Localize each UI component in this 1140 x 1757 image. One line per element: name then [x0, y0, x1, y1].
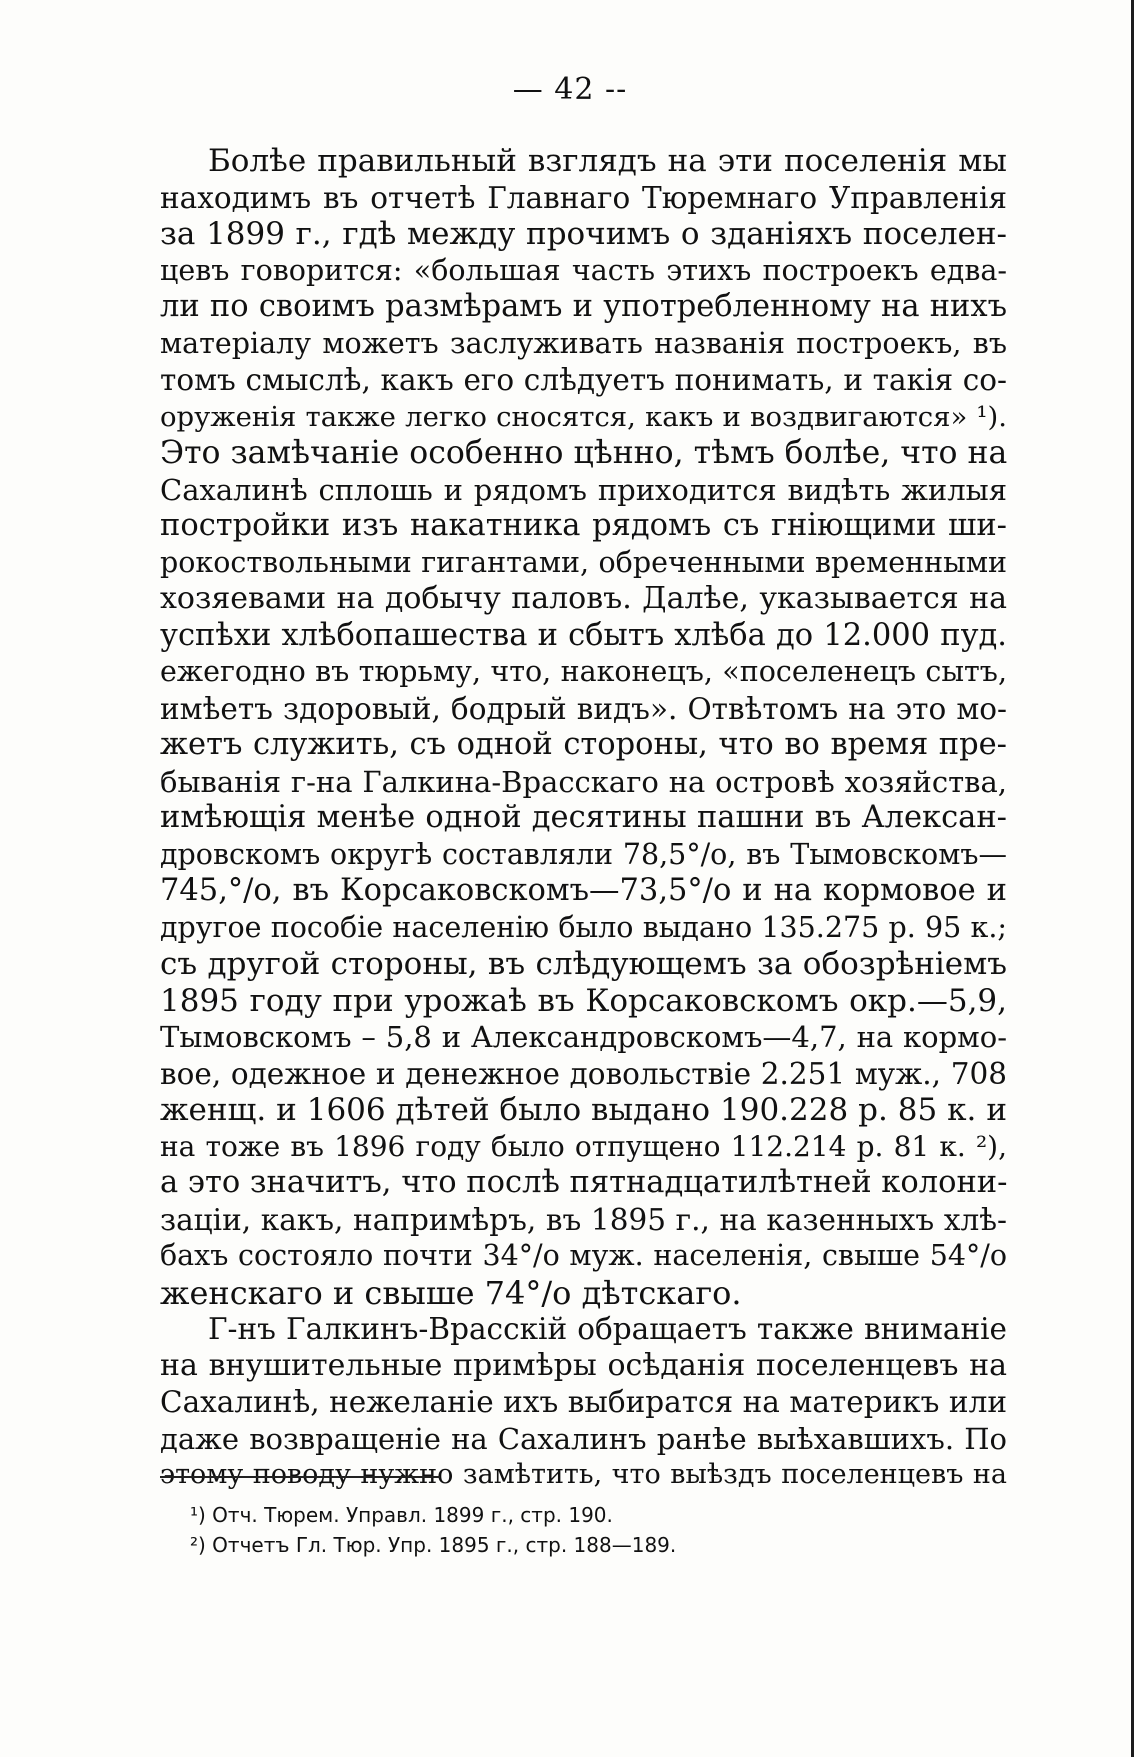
- text-line: находимъ въ отчетѣ Главнаго Тюремнаго Управленія: [160, 180, 1007, 215]
- text-line: даже возвращеніе на Сахалинъ ранѣе выѣхавшихъ. По: [160, 1421, 1007, 1456]
- footnote-divider: [160, 1476, 440, 1478]
- text-line: Это замѣчаніе особенно цѣнно, тѣмъ болѣе, что на: [160, 435, 1007, 471]
- text-line: матеріалу можетъ заслуживать названія построекъ, въ: [160, 326, 1007, 360]
- text-line: за 1899 г., гдѣ между прочимъ о зданіяхъ поселен-: [160, 216, 1007, 252]
- text-line: имѣющія менѣе одной десятины пашни въ Алексан-: [160, 800, 1007, 835]
- text-line: томъ смыслѣ, какъ его слѣдуетъ понимать, и такія со-: [160, 363, 1007, 397]
- text-line: вое, одежное и денежное довольствіе 2.251 муж., 708: [160, 1056, 1007, 1091]
- footnote: ¹) Отч. Тюрем. Управл. 1899 г., стр. 190.: [190, 1503, 613, 1527]
- text-line: заціи, какъ, напримѣръ, въ 1895 г., на казенныхъ хлѣ-: [160, 1202, 1007, 1237]
- text-line: оруженія также легко сносятся, какъ и воздвигаются» ¹).: [160, 400, 1007, 433]
- text-line: 1895 году при урожаѣ въ Корсаковскомъ окр.—5,9,: [160, 982, 1007, 1019]
- text-line: быванія г-на Галкина-Врасскаго на островѣ хозяйства,: [160, 764, 1007, 799]
- text-line: ежегодно въ тюрьму, что, наконецъ, «поселенецъ сытъ,: [160, 655, 1007, 688]
- text-line: женскаго и свыше 74°/о дѣтскаго.: [160, 1274, 742, 1311]
- text-line: женщ. и 1606 дѣтей было выдано 190.228 р. 85 к. и: [160, 1092, 1007, 1128]
- text-line: бахъ состояло почти 34°/о муж. населенія, свыше 54°/о: [160, 1239, 1007, 1272]
- text-line: другое пособіе населенію было выдано 135.275 р. 95 к.;: [160, 910, 1007, 944]
- text-line: Сахалинѣ сплошь и рядомъ приходится видѣть жилыя: [160, 472, 1007, 507]
- text-line: постройки изъ накатника рядомъ съ гніющими ши-: [160, 508, 1007, 543]
- page-number: — 42 --: [512, 72, 628, 107]
- text-line: 745,°/о, въ Корсаковскомъ—73,5°/о и на кормовое и: [160, 873, 1007, 908]
- footnotes: [190, 1500, 990, 1560]
- text-line: а это значитъ, что послѣ пятнадцатилѣтней колони-: [160, 1165, 1007, 1200]
- text-line: имѣетъ здоровый, бодрый видъ». Отвѣтомъ на это мо-: [160, 691, 1007, 726]
- text-line: успѣхи хлѣбопашества и сбытъ хлѣба до 12.000 пуд.: [160, 617, 1007, 653]
- footnote: ²) Отчетъ Гл. Тюр. Упр. 1895 г., стр. 188—189.: [190, 1533, 677, 1557]
- text-line: жетъ служить, съ одной стороны, что во время пре-: [160, 727, 1007, 762]
- text-line: цевъ говорится: «большая часть этихъ построекъ едва-: [160, 253, 1007, 287]
- page-edge: [1131, 0, 1134, 1757]
- text-line: съ другой стороны, въ слѣдующемъ за обозрѣніемъ: [160, 946, 1007, 982]
- text-line: этому поводу нужно замѣтить, что выѣздъ поселенцевъ на: [160, 1459, 1007, 1490]
- text-line: на внушительные примѣры осѣданія поселенцевъ на: [160, 1347, 1007, 1383]
- text-line: ли по своимъ размѣрамъ и употребленному на нихъ: [160, 289, 1007, 324]
- text-line: хозяевами на добычу паловъ. Далѣе, указывается на: [160, 581, 1007, 616]
- text-line: дровскомъ округѣ составляли 78,5°/о, въ Тымовскомъ—: [160, 837, 1007, 871]
- text-line: Тымовскомъ – 5,8 и Александровскомъ—4,7, на кормо-: [160, 1020, 1007, 1054]
- text-line: Сахалинѣ, нежеланіе ихъ выбиратся на материкъ или: [160, 1385, 1007, 1419]
- body-text: [160, 143, 1007, 1494]
- text-line: на тоже въ 1896 году было отпущено 112.214 р. 81 к. ²),: [160, 1129, 1007, 1163]
- text-line: Г-нъ Галкинъ-Врасскій обращаетъ также вниманіе: [208, 1312, 1007, 1346]
- text-line: Болѣе правильный взглядъ на эти поселенія мы: [208, 143, 1007, 179]
- text-line: рокоствольными гигантами, обреченными временными: [160, 545, 1007, 579]
